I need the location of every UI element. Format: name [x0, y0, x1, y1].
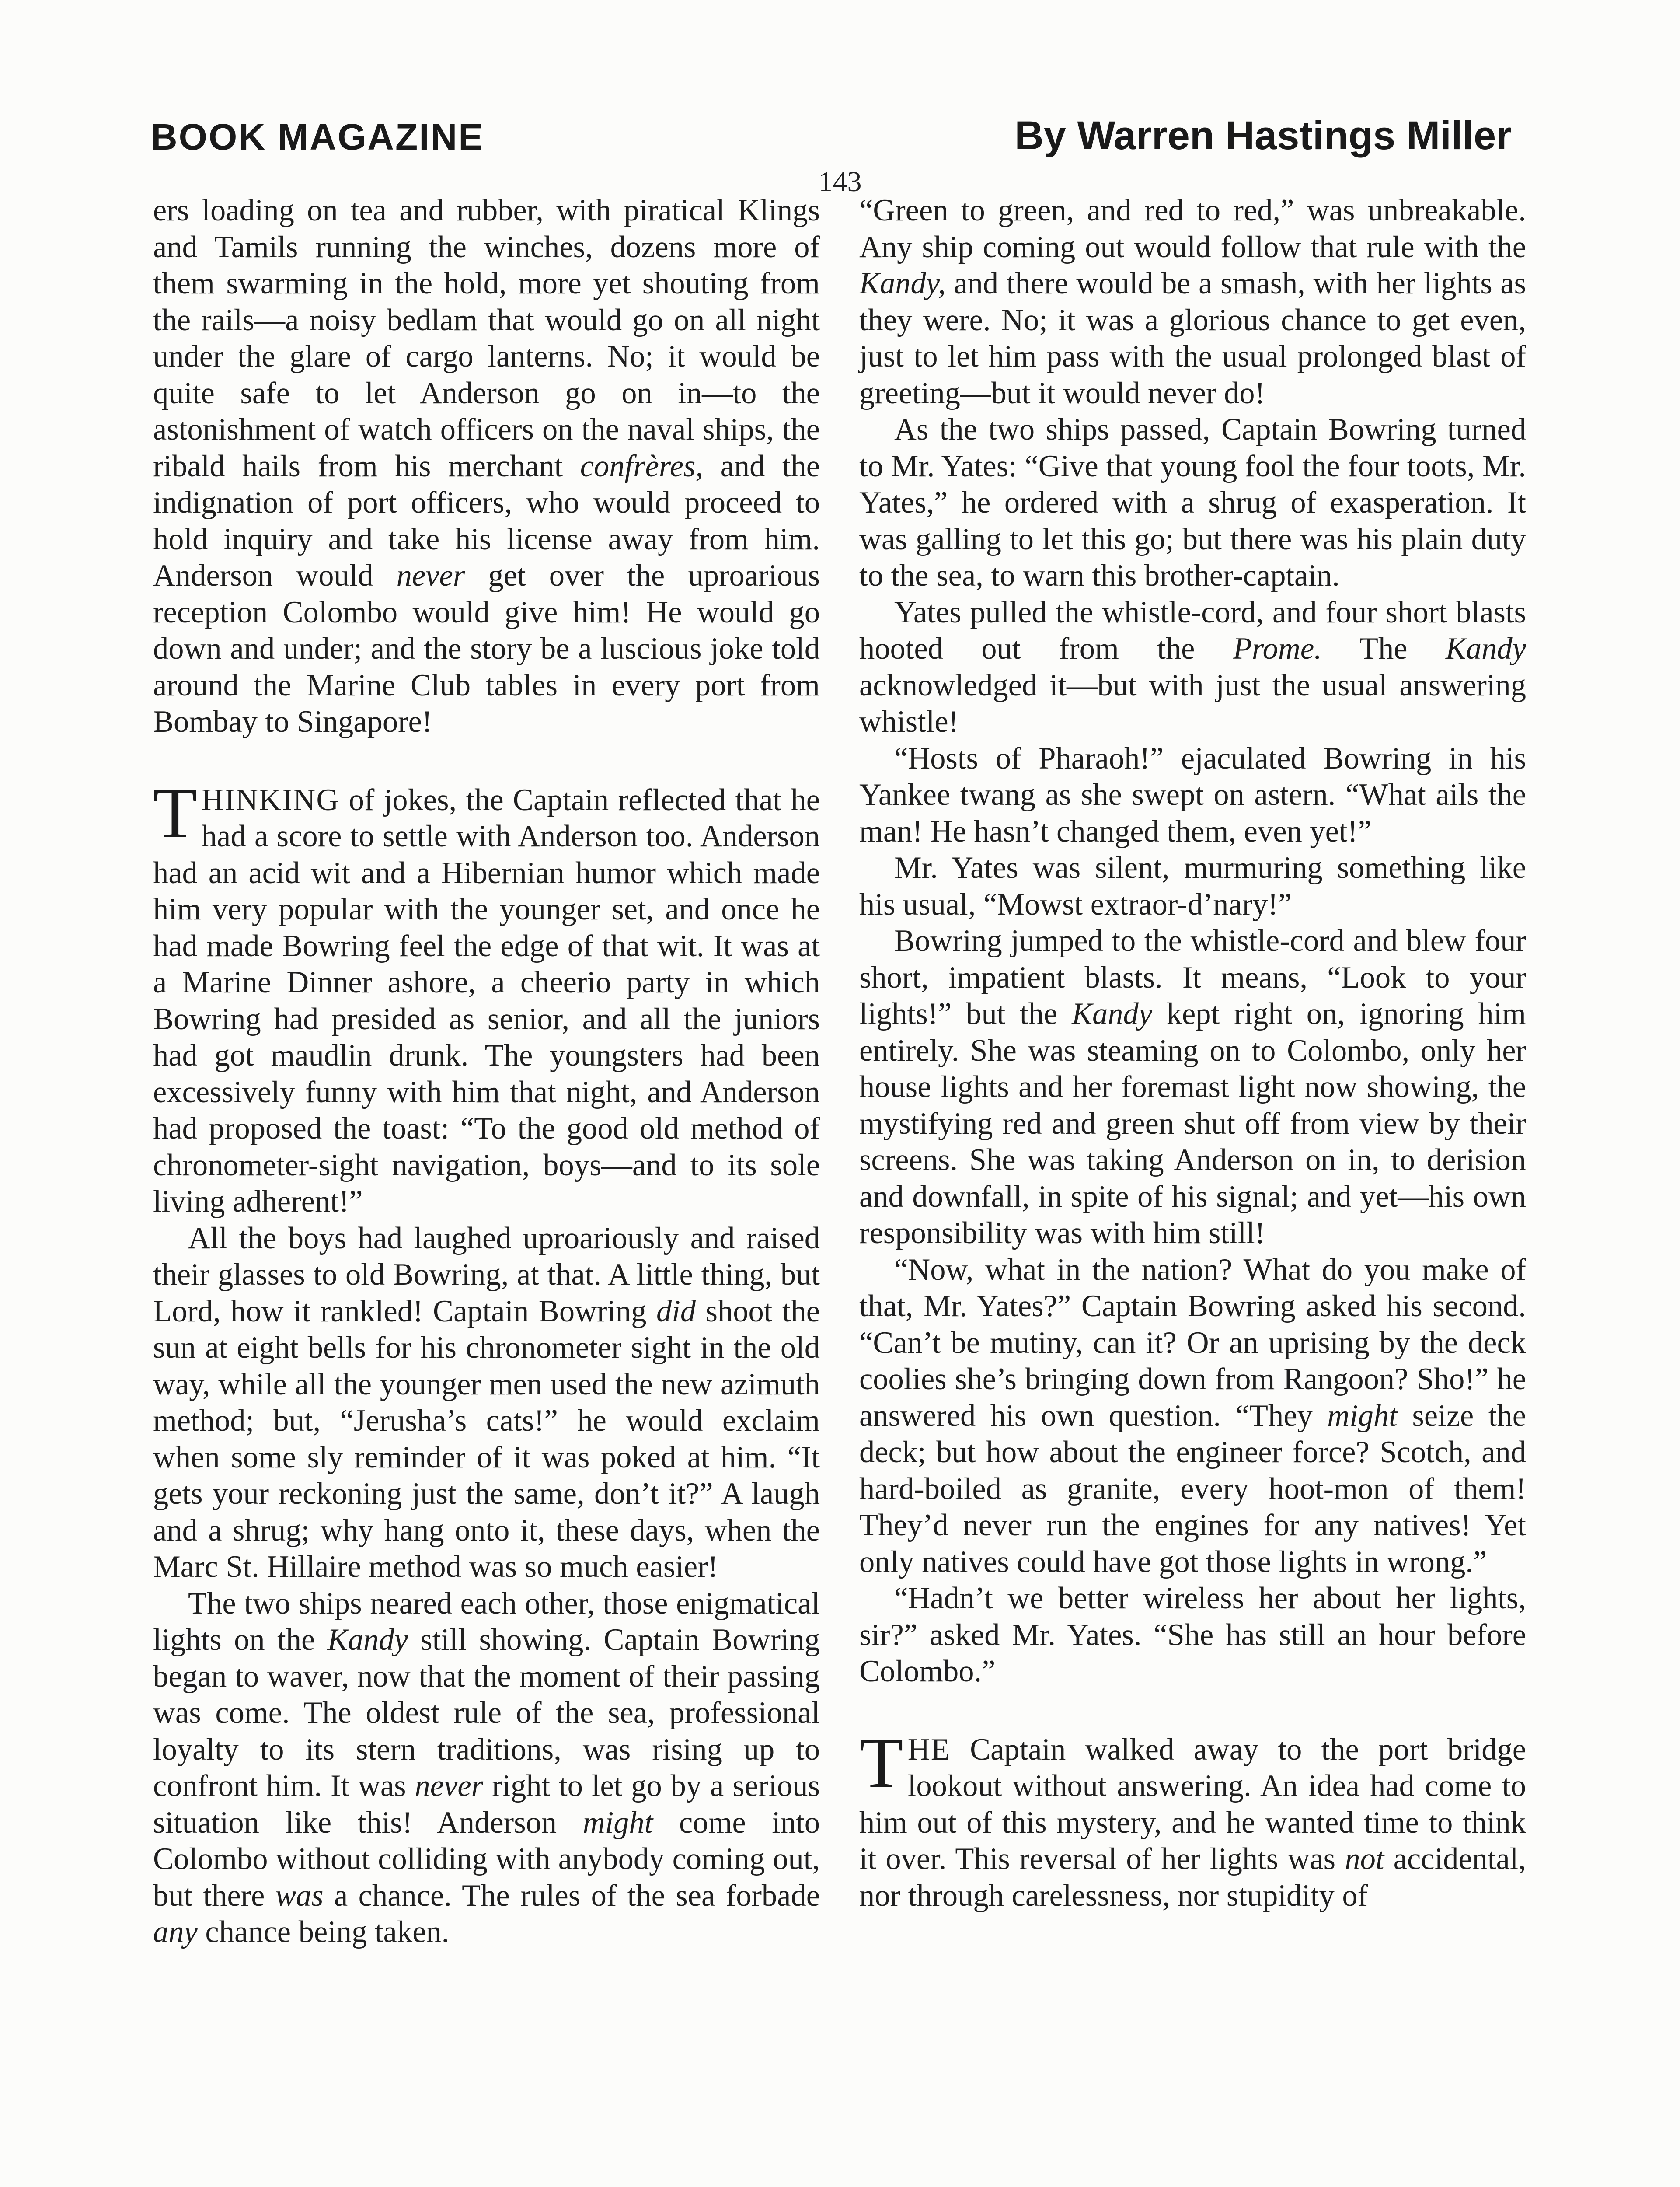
- paragraph-section-start: [859, 1722, 1527, 1914]
- italic-text: might: [582, 1805, 653, 1840]
- paragraph-section-start: [153, 772, 820, 1220]
- italic-text: Kandy: [1071, 997, 1153, 1031]
- text-run: shoot the sun at eight bells for his chronometer sight in the old way, while all the younger men used the new azimuth method; but, “Jerusha’s cats!” he would exclaim when some sly reminder of it was poked at him. “It gets your reckoning just the same, don’t it?” A laugh and a shrug; why hang onto it, these days, when the Marc St. Hillaire method was so much easier!: [153, 1294, 820, 1584]
- running-head-magazine-title: BOOK MAGAZINE: [151, 116, 484, 157]
- paragraph: [859, 192, 1526, 412]
- paragraph: [859, 850, 1526, 923]
- italic-text: never: [415, 1769, 484, 1803]
- drop-cap: T: [153, 772, 197, 853]
- paragraph: [859, 412, 1526, 594]
- text-run: Yates pulled the whistle-cord, and four short blasts hooted out from the: [859, 595, 1526, 666]
- paragraph: [859, 594, 1526, 741]
- text-run: chance being taken.: [197, 1915, 450, 1949]
- italic-text: not: [1345, 1842, 1384, 1876]
- paragraph: [153, 1220, 820, 1586]
- paragraph: [859, 923, 1526, 1252]
- text-run: a chance. The rules of the sea forbade: [323, 1878, 820, 1913]
- text-run: Bowring jumped to the whistle-cord and blew four short, impatient blasts. It means, “Look to your lights!” but the: [859, 924, 1526, 1031]
- italic-text: never: [396, 559, 465, 593]
- text-run: All the boys had laughed uproariously and raised their glasses to old Bowring, at that. A little thing, but Lord, how it rankled! Captain Bowring: [153, 1221, 820, 1328]
- drop-cap: T: [859, 1722, 903, 1803]
- italic-text: confrères,: [580, 449, 704, 483]
- text-run: accidental, nor through carelessness, nor stupidity of: [859, 1842, 1527, 1913]
- text-run: right to let go by a serious situation like this! Anderson: [153, 1769, 820, 1840]
- text-run: acknowledged it—but with just the usual answering whistle!: [859, 668, 1526, 739]
- text-run: As the two ships passed, Captain Bowring turned to Mr. Yates: “Give that young fool the four toots, Mr. Yates,” he ordered with a shrug of exasperation. It was galling to let this go; but there was his plain duty to the sea, to warn this brother-captain.: [859, 412, 1526, 593]
- text-run: “Hadn’t we better wireless her about her lights, sir?” asked Mr. Yates. “She has still an hour before Colombo.”: [859, 1581, 1526, 1688]
- text-run: “Now, what in the nation? What do you make of that, Mr. Yates?” Captain Bowring asked his second. “Can’t be mutiny, can it? Or an uprising by the deck coolies she’s bringing down from Rangoon? Sho!” he answered his own question. “They: [859, 1252, 1526, 1433]
- lead-caps: HE: [907, 1732, 951, 1767]
- page-number: 143: [818, 166, 862, 198]
- text-run: Mr. Yates was silent, murmuring something like his usual, “Mowst extraor-d’nary!”: [859, 851, 1526, 922]
- text-run: The: [1321, 632, 1446, 666]
- running-head-byline: By Warren Hastings Miller: [1014, 113, 1512, 158]
- text-column-left: [153, 192, 820, 1951]
- italic-text: any: [153, 1915, 198, 1949]
- paragraph: [859, 741, 1526, 850]
- italic-text: did: [656, 1294, 696, 1328]
- paragraph: [859, 1252, 1526, 1581]
- paragraph: [153, 1586, 820, 1951]
- italic-text: was: [275, 1878, 324, 1913]
- text-run: still showing. Captain Bowring began to waver, now that the moment of their passing was come. The oldest rule of the sea, professional loyalty to its stern traditions, was rising up to confront him. It was: [153, 1623, 820, 1803]
- text-run: and the indignation of port officers, who would proceed to hold inquiry and take his license away from him. Anderson would: [153, 449, 820, 593]
- text-run: “Hosts of Pharaoh!” ejaculated Bowring in his Yankee twang as she swept on astern. “What ails the man! He hasn’t changed them, even yet!”: [859, 741, 1526, 849]
- lead-caps: HINKING: [201, 783, 340, 817]
- italic-text: might: [1327, 1398, 1398, 1433]
- text-run: come into Colombo without colliding with anybody coming out, but there: [153, 1805, 820, 1913]
- text-run: get over the uproarious reception Colombo would give him! He would go down and under; and the story be a luscious joke told around the Marine Club tables in every port from Bombay to Singapore!: [153, 559, 820, 739]
- italic-text: Kandy: [327, 1623, 408, 1657]
- italic-text: Kandy,: [859, 266, 946, 300]
- paragraph: [153, 192, 820, 741]
- text-run: of jokes, the Captain reflected that he had a score to settle with Anderson too. Anderson had an acid wit and a Hibernian humor which made him very popular with the younger set, and once he had made Bowring feel the edge of that wit. It was at a Marine Dinner ashore, a cheerio party in which Bowring had presided as senior, and all the juniors had got maudlin drunk. The youngsters had been excessively funny with him that night, and Anderson had proposed the toast: “To the good old method of chronometer-sight navigation, boys—and to its sole living adherent!”: [153, 783, 820, 1219]
- italic-text: Kandy: [1445, 632, 1526, 666]
- text-run: and there would be a smash, with her lights as they were. No; it was a glorious chance to get even, just to let him pass with the usual prolonged blast of greeting—but it would never do!: [859, 266, 1526, 410]
- text-column-right: [859, 192, 1526, 1914]
- text-run: seize the deck; but how about the engineer force? Scotch, and hard-boiled as granite, every hoot-mon of them! They’d never run the engines for any natives! Yet only natives could have got those lights in wrong.”: [859, 1398, 1527, 1579]
- text-run: The two ships neared each other, those enigmatical lights on the: [153, 1586, 820, 1657]
- paragraph: [859, 1580, 1526, 1690]
- text-run: ers loading on tea and rubber, with piratical Klings and Tamils running the winches, dozens more of them swarming in the hold, more yet shouting from the rails—a noisy bedlam that would go on all night under the glare of cargo lanterns. No; it would be quite safe to let Anderson go on in—to the astonishment of watch officers on the naval ships, the ribald hails from his merchant: [153, 193, 820, 483]
- italic-text: Prome.: [1233, 632, 1322, 666]
- text-run: Captain walked away to the port bridge lookout without answering. An idea had come to him out of this mystery, and he wanted time to think it over. This reversal of her lights was: [859, 1732, 1526, 1876]
- text-run: “Green to green, and red to red,” was unbreakable. Any ship coming out would follow that rule with the: [859, 193, 1526, 264]
- text-run: kept right on, ignoring him entirely. She was steaming on to Colombo, only her house lights and her foremast light now showing, the mystifying red and green shut off from view by their screens. She was taking Anderson on in, to derision and downfall, in spite of his signal; and yet—his own responsibility was with him still!: [859, 997, 1526, 1250]
